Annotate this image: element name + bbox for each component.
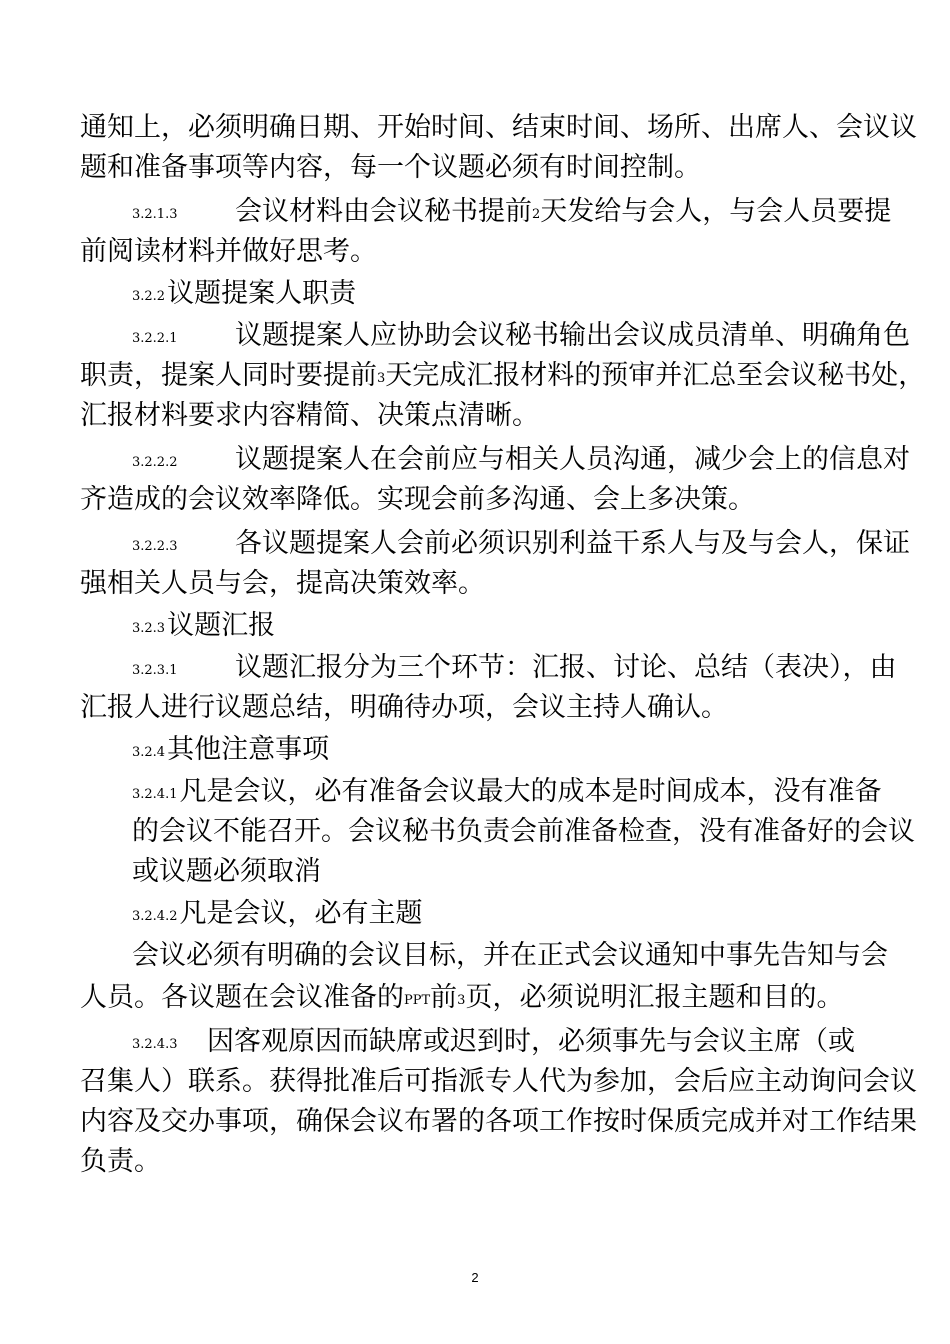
clause-number: 3.2.4.2 bbox=[132, 909, 178, 925]
paragraph-line bbox=[132, 316, 910, 356]
paragraph-line bbox=[132, 648, 897, 688]
paragraph-text: 各议题提案人会前必须识别利益干系人与及与会人，保证 bbox=[235, 528, 910, 559]
paragraph-line: 题和准备事项等内容，每一个议题必须有时间控制。 bbox=[80, 152, 701, 183]
paragraph-line: 召集人）联系。获得批准后可指派专人代为参加，会后应主动询问会议 bbox=[80, 1066, 917, 1097]
paragraph-text: 因客观原因而缺席或迟到时，必须事先与会议主席（或 bbox=[207, 1026, 855, 1057]
section-title: 议题汇报 bbox=[167, 610, 276, 641]
paragraph-line: 汇报人进行议题总结，明确待办项，会议主持人确认。 bbox=[80, 692, 728, 723]
paragraph-text: 天完成汇报材料的预审并汇总至会议秘书处， bbox=[385, 360, 926, 391]
clause-number: 3.2.4.3 bbox=[132, 1037, 178, 1053]
paragraph-text: 前 bbox=[430, 982, 458, 1013]
clause-number: 3.2.2.3 bbox=[132, 539, 178, 555]
paragraph-line bbox=[132, 894, 422, 934]
clause-number: 3.2.3.1 bbox=[132, 663, 178, 679]
paragraph-text: 议题提案人在会前应与相关人员沟通，减少会上的信息对 bbox=[235, 444, 910, 475]
clause-number: 3.2.4.1 bbox=[132, 787, 178, 803]
clause-number: 3.2.2.1 bbox=[132, 331, 178, 347]
section-heading bbox=[132, 274, 356, 314]
paragraph-text: 凡是会议，必有主题 bbox=[179, 898, 423, 929]
paragraph-line: 汇报材料要求内容精简、决策点清晰。 bbox=[80, 400, 539, 431]
inline-number: 3 bbox=[377, 371, 386, 387]
paragraph-line: 内容及交办事项，确保会议布署的各项工作按时保质完成并对工作结果 bbox=[80, 1106, 917, 1137]
paragraph-text: 天发给与会人，与会人员要提 bbox=[540, 196, 892, 227]
paragraph-line: 通知上，必须明确日期、开始时间、结束时间、场所、出席人、会议议 bbox=[80, 112, 917, 143]
paragraph-line bbox=[80, 978, 843, 1018]
paragraph-text: 议题提案人应协助会议秘书输出会议成员清单、明确角色 bbox=[235, 320, 910, 351]
section-title: 议题提案人职责 bbox=[167, 278, 357, 309]
section-number: 3.2.4 bbox=[132, 745, 166, 761]
section-heading bbox=[132, 606, 275, 646]
paragraph-line bbox=[80, 356, 925, 396]
clause-number: 3.2.1.3 bbox=[132, 207, 178, 223]
section-title: 其他注意事项 bbox=[167, 734, 330, 765]
paragraph-text: 凡是会议，必有准备会议最大的成本是时间成本，没有准备 bbox=[179, 776, 882, 807]
paragraph-line bbox=[132, 440, 910, 480]
page-number: 2 bbox=[471, 1270, 479, 1285]
paragraph-text: 会议材料由会议秘书提前 bbox=[235, 196, 532, 227]
paragraph-text: 人员。各议题在会议准备的 bbox=[80, 982, 404, 1013]
paragraph-line: 或议题必须取消 bbox=[132, 856, 321, 887]
paragraph-line: 负责。 bbox=[80, 1146, 161, 1177]
paragraph-line bbox=[132, 772, 881, 812]
paragraph-text: 议题汇报分为三个环节：汇报、讨论、总结（表决），由 bbox=[235, 652, 897, 683]
paragraph-line: 的会议不能召开。会议秘书负责会前准备检查，没有准备好的会议 bbox=[132, 816, 915, 847]
section-heading bbox=[132, 730, 329, 770]
paragraph-line: 会议必须有明确的会议目标，并在正式会议通知中事先告知与会 bbox=[132, 940, 888, 971]
paragraph-line: 前阅读材料并做好思考。 bbox=[80, 236, 377, 267]
inline-number: 2 bbox=[532, 207, 541, 223]
paragraph-line bbox=[132, 192, 891, 232]
paragraph-line bbox=[132, 524, 910, 564]
inline-abbreviation: PPT bbox=[404, 993, 431, 1009]
paragraph-text: 页，必须说明汇报主题和目的。 bbox=[465, 982, 844, 1013]
clause-number: 3.2.2.2 bbox=[132, 455, 178, 471]
inline-number: 3 bbox=[457, 993, 466, 1009]
section-number: 3.2.2 bbox=[132, 289, 166, 305]
paragraph-text: 职责，提案人同时要提前 bbox=[80, 360, 377, 391]
paragraph-line: 强相关人员与会，提高决策效率。 bbox=[80, 568, 485, 599]
paragraph-line: 齐造成的会议效率降低。实现会前多沟通、会上多决策。 bbox=[80, 484, 755, 515]
section-number: 3.2.3 bbox=[132, 621, 166, 637]
paragraph-line bbox=[132, 1022, 855, 1062]
